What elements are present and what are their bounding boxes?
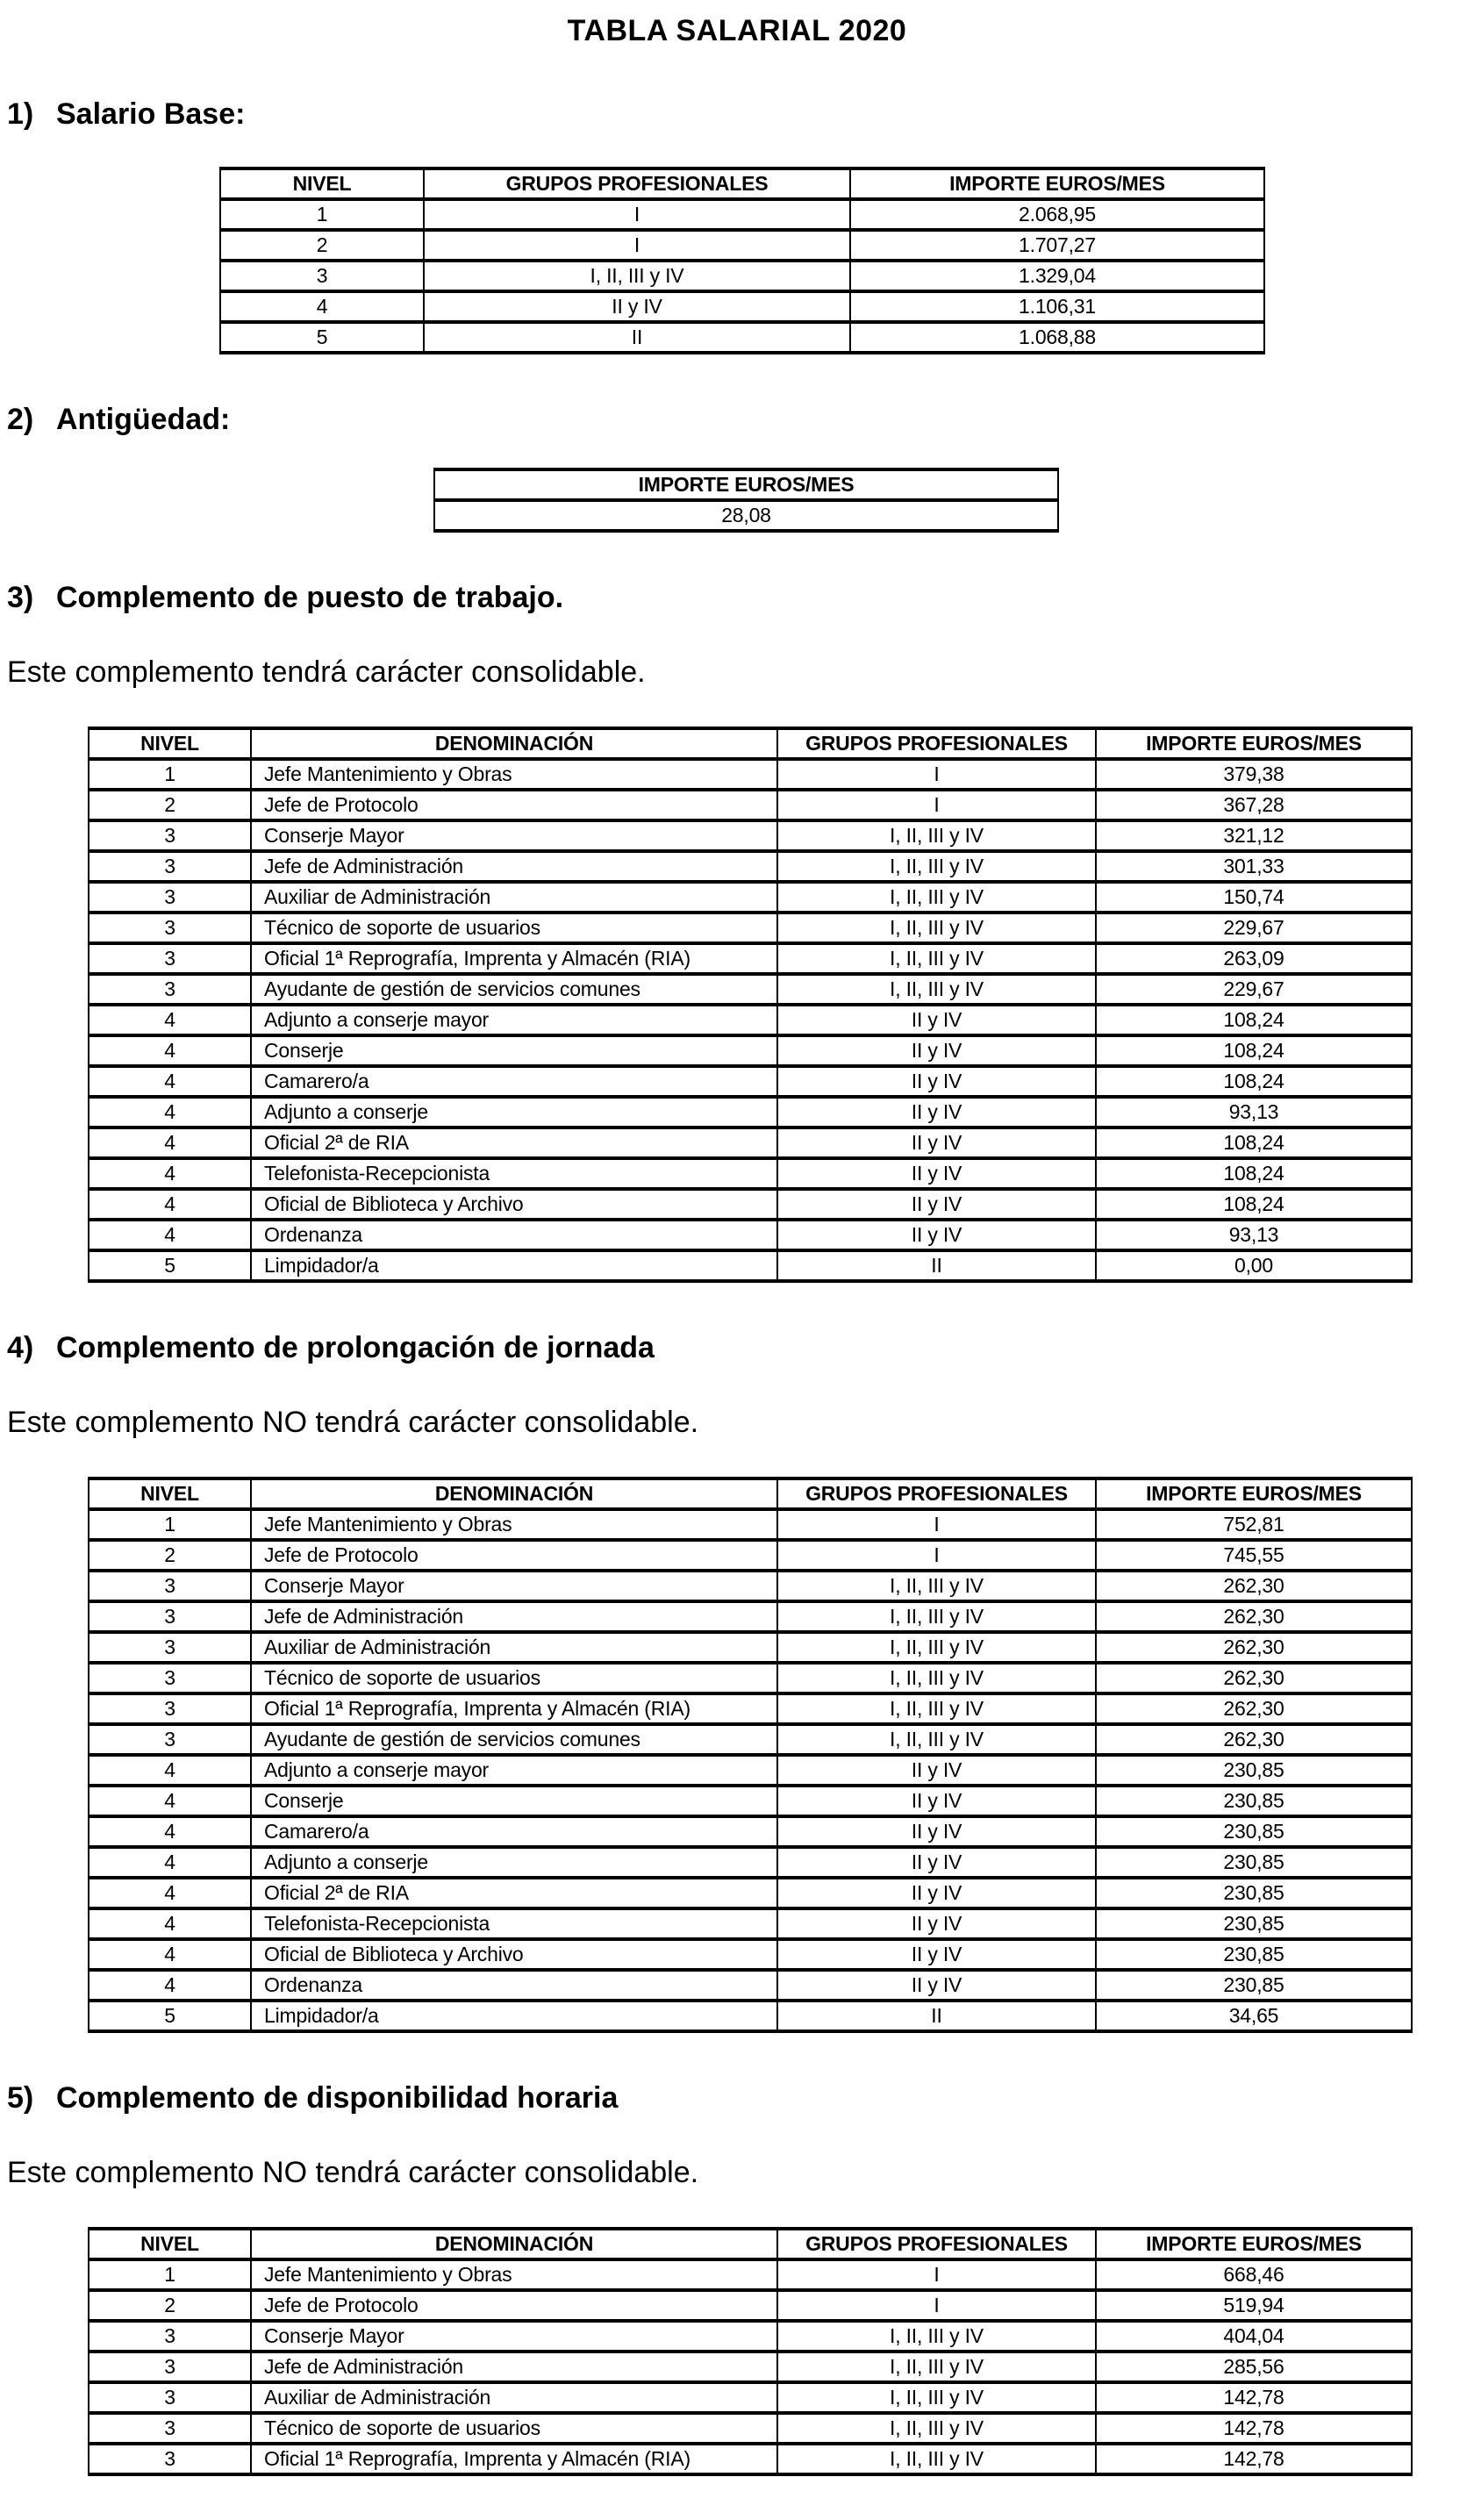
section-number: 2) [7,403,34,436]
table-cell: Auxiliar de Administración [251,2382,777,2413]
table-row [220,322,1264,353]
table-cell: Técnico de soporte de usuarios [251,2413,777,2444]
table-row [89,851,1412,882]
column-header-importe: IMPORTE EUROS/MES [1096,728,1412,759]
table-cell: 1.068,88 [850,322,1264,353]
table-cell: 4 [220,291,424,322]
table-cell: I, II, III y IV [777,974,1096,1005]
table-cell: Jefe de Protocolo [251,2290,777,2321]
table-cell: 229,67 [1096,974,1412,1005]
table-row [89,2444,1412,2474]
table-cell: Camarero/a [251,1066,777,1097]
column-header-importe: IMPORTE EUROS/MES [850,168,1264,199]
table-cell: Camarero/a [251,1816,777,1847]
table-row [220,291,1264,322]
table-row [89,2290,1412,2321]
table-cell: 4 [89,1786,251,1816]
table-cell: 2 [89,1540,251,1571]
column-header-grupos: GRUPOS PROFESIONALES [777,2229,1096,2259]
table-cell: I [777,2259,1096,2290]
table-cell: Jefe de Administración [251,1601,777,1632]
table-cell: I, II, III y IV [777,2321,1096,2352]
section-title: Complemento de disponibilidad horaria [56,2081,619,2115]
table-cell: II y IV [777,1970,1096,2001]
table-cell: I, II, III y IV [777,2444,1096,2474]
section-heading [0,2081,1474,2116]
table-cell: I, II, III y IV [777,2382,1096,2413]
section-title: Complemento de puesto de trabajo. [56,581,564,614]
table-row [89,1847,1412,1878]
table-cell: 1 [89,759,251,790]
table-header-row [89,1478,1412,1509]
table-cell: 3 [89,1693,251,1724]
table-cell: 3 [89,1632,251,1663]
table-cell: 2 [89,2290,251,2321]
table-cell: 519,94 [1096,2290,1412,2321]
table-cell: 3 [89,2382,251,2413]
table-cell: Jefe de Administración [251,851,777,882]
table-cell: 28,08 [434,500,1058,531]
table-row [89,1189,1412,1220]
document-title: TABLA SALARIAL 2020 [567,14,907,47]
table-cell: 108,24 [1096,1128,1412,1158]
table-cell: 4 [89,1066,251,1097]
table-cell: Limpidador/a [251,1250,777,1281]
table-cell: II y IV [777,1755,1096,1786]
table-cell: Limpidador/a [251,2001,777,2031]
table-row [89,1005,1412,1035]
table-cell: 668,46 [1096,2259,1412,2290]
table-row [89,1220,1412,1250]
section-heading [0,1331,1474,1365]
table-cell: Técnico de soporte de usuarios [251,913,777,943]
table-cell: II y IV [777,1847,1096,1878]
column-header-grupos: GRUPOS PROFESIONALES [777,1478,1096,1509]
section-complemento-prolongacion [0,1331,1474,2033]
table-row [89,2352,1412,2382]
table-cell: II y IV [777,1189,1096,1220]
column-header-importe: IMPORTE EUROS/MES [434,469,1058,500]
table-cell: 1.106,31 [850,291,1264,322]
table-cell: 1 [89,2259,251,2290]
table-cell: I [424,230,850,261]
table-cell: 230,85 [1096,1755,1412,1786]
table-cell: 3 [89,2352,251,2382]
table-cell: I, II, III y IV [777,820,1096,851]
table-cell: Oficial 1ª Reprografía, Imprenta y Almacén (RIA) [251,2444,777,2474]
table-cell: 230,85 [1096,1816,1412,1847]
column-header-grupos: GRUPOS PROFESIONALES [424,168,850,199]
table-cell: 3 [89,1724,251,1755]
table-cell: I [777,759,1096,790]
table-cell: 108,24 [1096,1158,1412,1189]
table-cell: 4 [89,1939,251,1970]
table-cell: 4 [89,1097,251,1128]
table-row [89,2382,1412,2413]
table-cell: 1.707,27 [850,230,1264,261]
table-cell: 3 [89,974,251,1005]
table-cell: 3 [89,943,251,974]
table-row [89,2001,1412,2031]
table-cell: 4 [89,1005,251,1035]
table-cell: 4 [89,1128,251,1158]
table-header-row [89,2229,1412,2259]
table-cell: 142,78 [1096,2444,1412,2474]
table-cell: Oficial 1ª Reprografía, Imprenta y Almacén (RIA) [251,943,777,974]
section-note: Este complemento NO tendrá carácter consolidable. [7,2156,699,2189]
table-cell: 230,85 [1096,1970,1412,2001]
table-cell: 1 [220,199,424,230]
section-number: 4) [7,1331,34,1364]
table-cell: I, II, III y IV [777,851,1096,882]
section-number: 3) [7,581,34,614]
table-cell: 4 [89,1755,251,1786]
table-row [89,1509,1412,1540]
table-cell: Auxiliar de Administración [251,1632,777,1663]
table-cell: 262,30 [1096,1632,1412,1663]
table-cell: 4 [89,1816,251,1847]
column-header-grupos: GRUPOS PROFESIONALES [777,728,1096,759]
table-cell: II y IV [777,1220,1096,1250]
table-row [89,1097,1412,1128]
table-cell: 5 [220,322,424,353]
table-cell: II y IV [777,1128,1096,1158]
salario-base-table [219,167,1265,354]
table-cell: II y IV [777,1035,1096,1066]
table-row [89,1816,1412,1847]
table-cell: Oficial 2ª de RIA [251,1128,777,1158]
table-cell: Adjunto a conserje [251,1847,777,1878]
table-cell: 229,67 [1096,913,1412,943]
column-header-nivel: NIVEL [89,728,251,759]
table-cell: 404,04 [1096,2321,1412,2352]
table-cell: 262,30 [1096,1724,1412,1755]
table-cell: Conserje Mayor [251,820,777,851]
section-note: Este complemento tendrá carácter consolidable. [7,655,646,689]
table-cell: 379,38 [1096,759,1412,790]
table-cell: 3 [89,882,251,913]
table-header-row [89,728,1412,759]
table-cell: 108,24 [1096,1066,1412,1097]
table-cell: 2 [89,790,251,820]
table-cell: 4 [89,1035,251,1066]
table-cell: I, II, III y IV [777,913,1096,943]
complemento-disponibilidad-table [88,2227,1413,2476]
complemento-puesto-table [88,727,1413,1283]
table-cell: 5 [89,1250,251,1281]
table-cell: Jefe Mantenimiento y Obras [251,2259,777,2290]
table-cell: I, II, III y IV [777,1663,1096,1693]
table-row [89,790,1412,820]
table-cell: I [777,1509,1096,1540]
table-row [89,882,1412,913]
table-row [89,1601,1412,1632]
table-cell: Oficial de Biblioteca y Archivo [251,1189,777,1220]
table-cell: Oficial 1ª Reprografía, Imprenta y Almacén (RIA) [251,1693,777,1724]
table-cell: 93,13 [1096,1097,1412,1128]
table-row [89,974,1412,1005]
table-row [89,820,1412,851]
table-cell: II y IV [777,1908,1096,1939]
table-cell: Jefe de Protocolo [251,1540,777,1571]
table-cell: 3 [89,820,251,851]
table-cell: 745,55 [1096,1540,1412,1571]
table-cell: II y IV [424,291,850,322]
table-cell: 142,78 [1096,2382,1412,2413]
table-row [89,1755,1412,1786]
table-cell: Telefonista-Recepcionista [251,1158,777,1189]
table-cell: 3 [89,1571,251,1601]
table-cell: 93,13 [1096,1220,1412,1250]
table-row [89,2259,1412,2290]
table-row [89,1158,1412,1189]
section-heading [0,581,1474,615]
table-row [89,1540,1412,1571]
table-cell: 263,09 [1096,943,1412,974]
table-cell: 285,56 [1096,2352,1412,2382]
table-cell: 3 [89,2321,251,2352]
section-title: Salario Base: [56,97,246,131]
table-cell: Telefonista-Recepcionista [251,1908,777,1939]
table-cell: 321,12 [1096,820,1412,851]
table-header-row [220,168,1264,199]
column-header-nivel: NIVEL [89,2229,251,2259]
table-cell: 4 [89,1220,251,1250]
table-cell: Conserje [251,1035,777,1066]
table-cell: Jefe de Administración [251,2352,777,2382]
table-row [89,1035,1412,1066]
table-cell: II y IV [777,1786,1096,1816]
table-cell: II y IV [777,1878,1096,1908]
table-cell: II [777,1250,1096,1281]
table-cell: I, II, III y IV [777,2413,1096,2444]
table-cell: 2.068,95 [850,199,1264,230]
table-cell: 230,85 [1096,1847,1412,1878]
table-cell: Adjunto a conserje mayor [251,1005,777,1035]
table-cell: 230,85 [1096,1908,1412,1939]
table-cell: 3 [89,851,251,882]
section-antiguedad [0,403,1474,533]
table-row [89,913,1412,943]
section-complemento-disponibilidad [0,2081,1474,2476]
table-cell: 0,00 [1096,1250,1412,1281]
table-row [89,1786,1412,1816]
table-cell: 3 [89,1663,251,1693]
table-cell: II y IV [777,1939,1096,1970]
table-row [89,1970,1412,2001]
complemento-prolongacion-table [88,1477,1413,2033]
table-cell: 230,85 [1096,1939,1412,1970]
table-cell: II y IV [777,1005,1096,1035]
table-cell: Adjunto a conserje mayor [251,1755,777,1786]
table-cell: I, II, III y IV [777,2352,1096,2382]
table-cell: 4 [89,1878,251,1908]
section-note: Este complemento NO tendrá carácter consolidable. [7,1406,699,1439]
table-cell: 3 [89,2444,251,2474]
section-number: 5) [7,2081,34,2115]
table-row [89,1693,1412,1724]
table-cell: I [777,2290,1096,2321]
table-row [89,1663,1412,1693]
section-title: Antigüedad: [56,403,231,436]
table-cell: 4 [89,1847,251,1878]
section-title: Complemento de prolongación de jornada [56,1331,655,1364]
column-header-denominacion: DENOMINACIÓN [251,2229,777,2259]
table-cell: Oficial de Biblioteca y Archivo [251,1939,777,1970]
table-cell: Jefe Mantenimiento y Obras [251,759,777,790]
table-cell: 1.329,04 [850,261,1264,291]
table-cell: 262,30 [1096,1571,1412,1601]
table-cell: 142,78 [1096,2413,1412,2444]
table-cell: I, II, III y IV [777,1601,1096,1632]
table-row [89,1571,1412,1601]
table-cell: II y IV [777,1158,1096,1189]
table-row [89,1939,1412,1970]
table-cell: Conserje [251,1786,777,1816]
table-cell: 4 [89,1908,251,1939]
table-cell: 34,65 [1096,2001,1412,2031]
table-cell: Ordenanza [251,1220,777,1250]
table-cell: 5 [89,2001,251,2031]
section-salario-base [0,97,1474,354]
table-row [89,2413,1412,2444]
table-cell: 230,85 [1096,1786,1412,1816]
section-complemento-puesto [0,581,1474,1283]
table-cell: 301,33 [1096,851,1412,882]
table-cell: Conserje Mayor [251,2321,777,2352]
table-row [89,759,1412,790]
table-cell: 108,24 [1096,1035,1412,1066]
table-cell: 262,30 [1096,1693,1412,1724]
table-header-row [434,469,1058,500]
column-header-denominacion: DENOMINACIÓN [251,728,777,759]
table-cell: I, II, III y IV [777,1693,1096,1724]
table-cell: Oficial 2ª de RIA [251,1878,777,1908]
table-row [220,199,1264,230]
table-cell: I, II, III y IV [424,261,850,291]
table-cell: 3 [220,261,424,291]
table-cell: I [777,1540,1096,1571]
table-cell: 752,81 [1096,1509,1412,1540]
table-cell: 2 [220,230,424,261]
table-cell: I, II, III y IV [777,943,1096,974]
column-header-importe: IMPORTE EUROS/MES [1096,1478,1412,1509]
table-cell: Adjunto a conserje [251,1097,777,1128]
table-cell: 3 [89,2413,251,2444]
table-row [89,1724,1412,1755]
table-row [220,230,1264,261]
table-row [220,261,1264,291]
table-cell: II y IV [777,1816,1096,1847]
table-cell: 262,30 [1096,1601,1412,1632]
table-cell: Jefe Mantenimiento y Obras [251,1509,777,1540]
table-cell: 4 [89,1970,251,2001]
table-cell: II y IV [777,1097,1096,1128]
table-cell: I [777,790,1096,820]
section-heading [0,97,1474,132]
column-header-nivel: NIVEL [89,1478,251,1509]
table-row [89,1908,1412,1939]
column-header-importe: IMPORTE EUROS/MES [1096,2229,1412,2259]
table-row [89,1632,1412,1663]
table-cell: 3 [89,1601,251,1632]
table-cell: Técnico de soporte de usuarios [251,1663,777,1693]
table-cell: 4 [89,1189,251,1220]
table-row [89,1066,1412,1097]
table-cell: 1 [89,1509,251,1540]
table-cell: I, II, III y IV [777,1571,1096,1601]
table-cell: 367,28 [1096,790,1412,820]
table-row [89,1250,1412,1281]
table-cell: II y IV [777,1066,1096,1097]
section-number: 1) [7,97,34,131]
table-cell: Conserje Mayor [251,1571,777,1601]
table-cell: II [777,2001,1096,2031]
table-cell: 230,85 [1096,1878,1412,1908]
table-cell: II [424,322,850,353]
table-row [89,943,1412,974]
table-cell: 4 [89,1158,251,1189]
column-header-nivel: NIVEL [220,168,424,199]
table-cell: I, II, III y IV [777,1724,1096,1755]
table-cell: Ayudante de gestión de servicios comunes [251,1724,777,1755]
section-heading [0,403,1474,437]
table-cell: I, II, III y IV [777,1632,1096,1663]
column-header-denominacion: DENOMINACIÓN [251,1478,777,1509]
table-cell: I [424,199,850,230]
table-cell: Ordenanza [251,1970,777,2001]
table-cell: 108,24 [1096,1005,1412,1035]
table-cell: Ayudante de gestión de servicios comunes [251,974,777,1005]
table-row [89,1878,1412,1908]
table-cell: Auxiliar de Administración [251,882,777,913]
table-cell: Jefe de Protocolo [251,790,777,820]
table-cell: 108,24 [1096,1189,1412,1220]
antiguedad-table [433,468,1059,533]
table-cell: 262,30 [1096,1663,1412,1693]
table-cell: I, II, III y IV [777,882,1096,913]
table-row [434,500,1058,531]
table-cell: 150,74 [1096,882,1412,913]
table-row [89,1128,1412,1158]
table-row [89,2321,1412,2352]
table-cell: 3 [89,913,251,943]
